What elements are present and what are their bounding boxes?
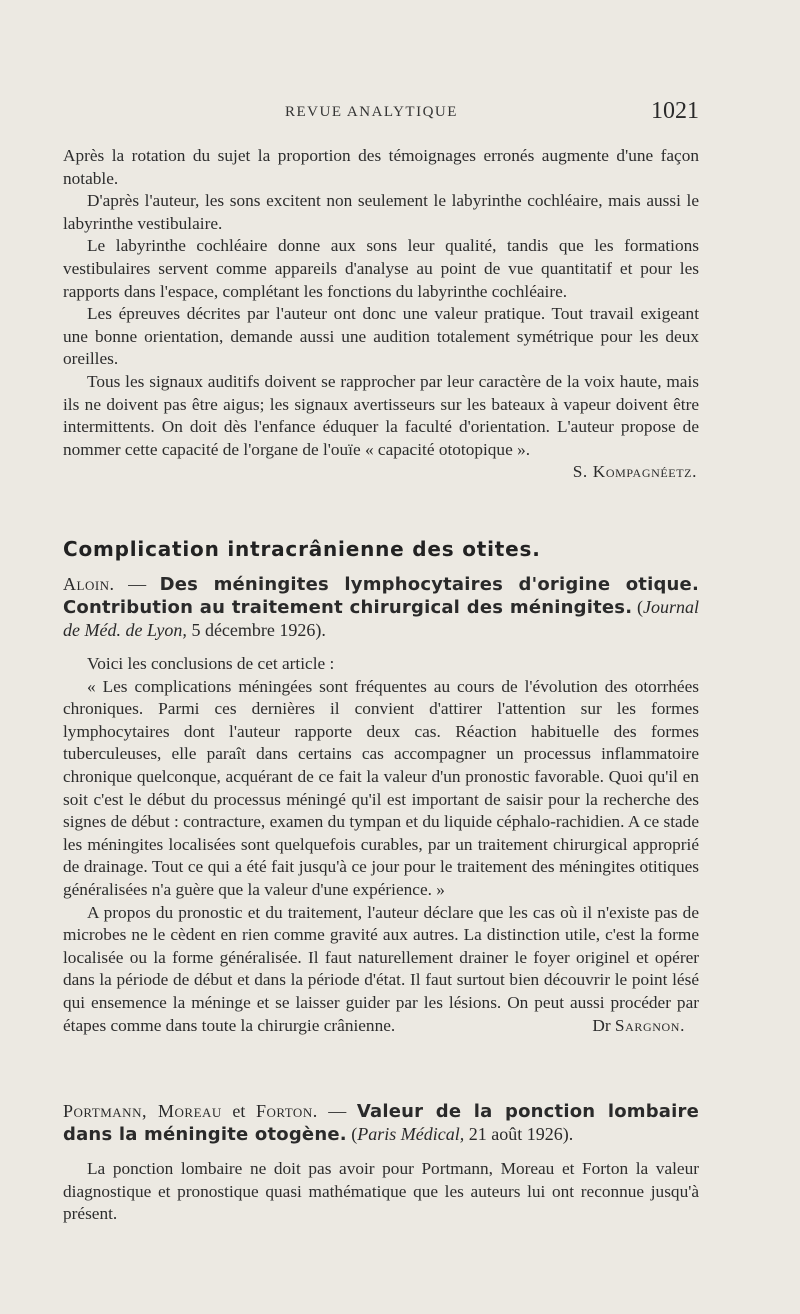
signature-name: S. Kompagnéetz.: [572, 462, 697, 482]
paragraph: Voici les conclusions de cet article :: [87, 654, 335, 673]
dash: —: [114, 574, 160, 594]
article-heading: [63, 573, 699, 642]
running-title: REVUE ANALYTIQUE: [285, 104, 458, 120]
article-title: Des méningites lymphocytaires d'origine otique. Contribution au traitement chirurgical des méningites.: [63, 574, 700, 618]
article-title: Valeur de la ponction lombaire dans la méningite otogène.: [63, 1101, 699, 1145]
paragraph: Le labyrinthe cochléaire donne aux sons leur qualité, tandis que les formations vestibulaires servent comme appareils d'analyse au point de vue quantitatif et pour les rapports dans l'espace, complétant les fonctions du labyrinthe cochléaire.: [63, 236, 699, 301]
signature: [63, 461, 699, 484]
section-heading: Complication intracrânienne des otites.: [63, 537, 541, 561]
article-portmann: [63, 1100, 699, 1226]
paragraph: D'après l'auteur, les sons excitent non seulement le labyrinthe cochléaire, mais aussi le labyrinthe vestibulaire.: [63, 191, 699, 233]
signature-prefix: Dr: [592, 1015, 611, 1035]
paragraph: A propos du pronostic et du traitement, l'auteur déclare que les cas où il n'existe pas de microbes ne le cèdent en rien comme gravité aux autres. La distinction utile, c'est la forme localisée ou la forme généralisée. Il faut naturellement drainer le foyer originel et opérer dans la période de début et dans la période d'état. Il faut surtout bien découvrir le point lésé qui ensemence la méninge et se laisser guider par les lésions. On peut aussi procéder par étapes comme dans toute la chirurgie crânienne.: [63, 902, 699, 1035]
article-aloin: [63, 573, 699, 1037]
running-header: [63, 100, 699, 130]
paragraph: La ponction lombaire ne doit pas avoir pour Portmann, Moreau et Forton la valeur diagnostique et pronostique quasi mathématique que les auteurs lui ont reconnue jusqu'à présent.: [63, 1159, 699, 1224]
article-heading: [63, 1100, 699, 1146]
paragraph: Après la rotation du sujet la proportion des témoignages erronés augmente d'une façon notable.: [63, 146, 699, 188]
source-open: (: [346, 1124, 358, 1144]
article-authors: Portmann, Moreau: [63, 1101, 222, 1121]
signature-name: Sargnon.: [614, 1015, 685, 1035]
article-source: Paris Médical,: [357, 1124, 465, 1144]
section-header: [63, 537, 699, 561]
paragraph: « Les complications méningées sont fréquentes au cours de l'évolution des otorrhées chroniques. Parmi ces dernières il convient d'attirer l'attention sur les formes lymphocytaires dont l'auteur rapporte deux cas. Réaction habituelle des formes tuberculeuses, elle paraît dans certains cas accompagner un processus inflammatoire chronique quelconque, acquérant de ce fait la valeur d'un pronostic favorable. Quoi qu'il en soit c'est le début du processus méningé qu'il est important de saisir pour la recherche des signes de début : contracture, examen du tympan et du liquide céphalo-rachidien. A ce stade les méningites localisées sont quelquefois curables, par un traitement chirurgical approprié de drainage. Tout ce qui a été fait jusqu'à ce jour pour le traitement des méningites otitiques généralisées n'a guère que la valeur d'une expérience. »: [63, 676, 699, 899]
conjunction: et: [221, 1101, 256, 1121]
source-date: 5 décembre 1926).: [186, 620, 326, 640]
article-source: Journal de Méd. de Lyon,: [63, 597, 699, 640]
dash: —: [317, 1101, 357, 1121]
source-open: (: [632, 597, 643, 617]
article-author: Forton.: [255, 1101, 318, 1121]
article-author: Aloin.: [63, 574, 115, 594]
source-date: 21 août 1926).: [464, 1124, 574, 1144]
paragraph: Les épreuves décrites par l'auteur ont donc une valeur pratique. Tout travail exigeant une bonne orientation, demande aussi une audition totalement symétrique pour les deux oreilles.: [63, 304, 699, 369]
review-kompagneetz: [63, 145, 699, 484]
article-body: [63, 1158, 699, 1226]
paragraph: Tous les signaux auditifs doivent se rapprocher par leur caractère de la voix haute, mais ils ne doivent pas être aigus; les signaux avertisseurs sur les bateaux à vapeur doivent être intermittents. On doit dès l'enfance éduquer la faculté d'orientation. L'auteur propose de nommer cette capacité de l'organe de l'ouïe « capacité ototopique ».: [63, 371, 699, 459]
article-body: [63, 653, 699, 1037]
page-number: 1021: [651, 98, 699, 124]
